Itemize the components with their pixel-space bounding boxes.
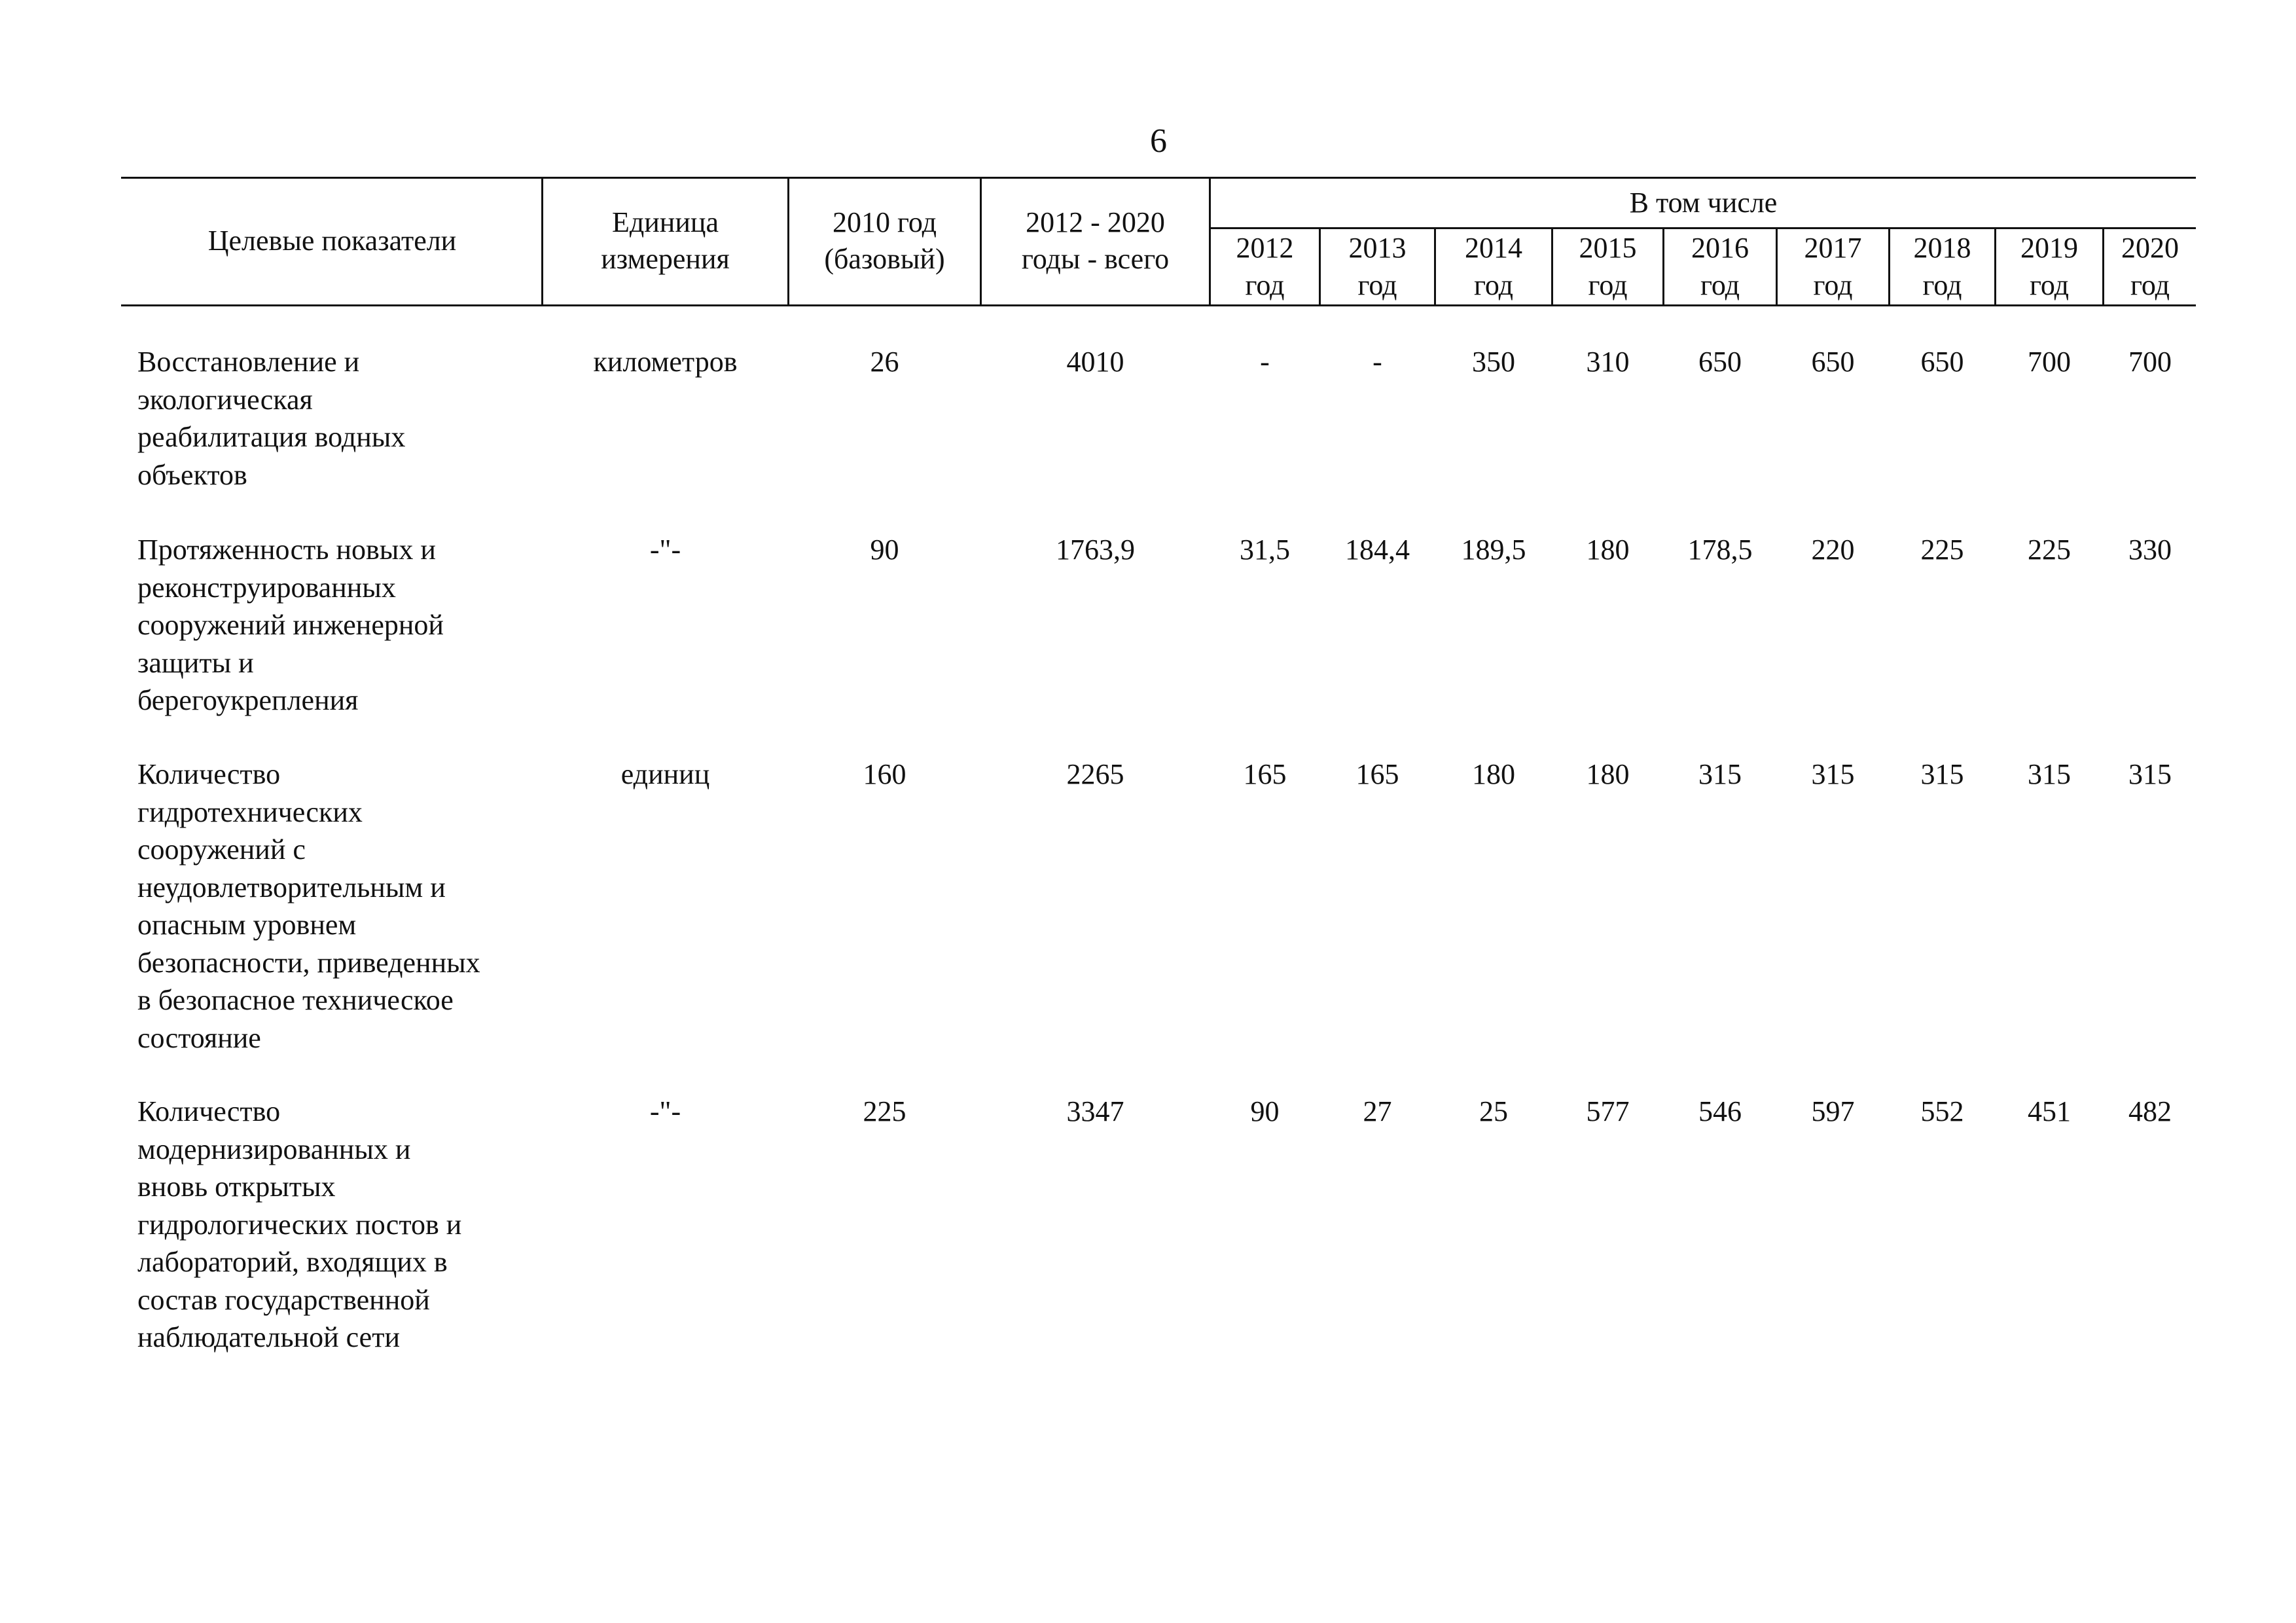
year-label: 2014 <box>1465 232 1522 264</box>
row-year-value: 178,5 <box>1687 534 1753 566</box>
year-suffix: год <box>1813 269 1853 301</box>
row-name-line: вновь открытых <box>137 1171 336 1203</box>
row-unit: -"- <box>649 1095 681 1127</box>
row-name-line: состав государственной <box>137 1283 430 1316</box>
row-year-value: 225 <box>2028 534 2071 566</box>
year-suffix: год <box>1588 269 1628 301</box>
header-base-year <box>789 204 980 278</box>
year-label: 2018 <box>1913 232 1971 264</box>
row-name-line: экологическая <box>137 383 313 416</box>
year-header-cell <box>1436 229 1551 304</box>
header-bottom-rule <box>121 304 2196 306</box>
row-year-value: 184,4 <box>1345 534 1410 566</box>
row-year-value: 650 <box>1920 346 1964 378</box>
row-year-value: 546 <box>1698 1095 1742 1127</box>
year-header-cell <box>1321 229 1434 304</box>
row-name-line: реабилитация водных <box>137 421 406 453</box>
row-indicator-name <box>137 531 543 720</box>
year-label: 2012 <box>1236 232 1294 264</box>
year-label: 2020 <box>2121 232 2179 264</box>
row-year-value: 27 <box>1363 1095 1392 1127</box>
year-suffix: год <box>1700 269 1740 301</box>
row-year-value: 650 <box>1698 346 1742 378</box>
row-name-line: лабораторий, входящих в <box>137 1246 448 1278</box>
row-indicator-name <box>137 756 543 1057</box>
year-header-cell <box>1778 229 1888 304</box>
row-unit: -"- <box>649 534 681 566</box>
row-year-value: 165 <box>1355 758 1399 790</box>
year-header-cell <box>1211 229 1319 304</box>
row-total-value: 2265 <box>1066 758 1124 790</box>
row-name-line: сооружений инженерной <box>137 609 444 641</box>
row-year-value: 31,5 <box>1240 534 1290 566</box>
year-header-cell <box>1553 229 1662 304</box>
row-year-value: 180 <box>1586 758 1630 790</box>
row-name-line: Восстановление и <box>137 346 360 378</box>
year-label: 2017 <box>1804 232 1862 264</box>
row-unit: километров <box>593 346 738 378</box>
year-label: 2016 <box>1691 232 1749 264</box>
row-name-line: Количество <box>137 758 281 790</box>
row-base-value: 225 <box>863 1095 906 1127</box>
row-year-value: 180 <box>1472 758 1515 790</box>
header-unit <box>543 204 787 278</box>
row-year-value: 315 <box>2028 758 2071 790</box>
header-total-line: 2012 - 2020 <box>1026 206 1165 238</box>
header-unit-line: измерения <box>601 243 730 275</box>
row-year-value: 650 <box>1811 346 1855 378</box>
header-base-line: 2010 год <box>832 206 937 238</box>
row-total-value: 3347 <box>1066 1095 1124 1127</box>
year-suffix: год <box>2029 269 2070 301</box>
row-unit: единиц <box>620 758 710 790</box>
row-name-line: гидрологических постов и <box>137 1208 462 1241</box>
row-year-value: 330 <box>2128 534 2172 566</box>
row-year-value: 25 <box>1479 1095 1508 1127</box>
row-name-line: защиты и <box>137 646 254 679</box>
row-year-value: 552 <box>1920 1095 1964 1127</box>
year-header-cell <box>1890 229 1994 304</box>
row-base-value: 90 <box>870 534 899 566</box>
year-suffix: год <box>1922 269 1962 301</box>
row-total-value: 4010 <box>1066 346 1124 378</box>
year-header-cell <box>2104 229 2196 304</box>
header-base-line: (базовый) <box>824 243 945 275</box>
row-year-value: 315 <box>1698 758 1742 790</box>
row-year-value: 482 <box>2128 1095 2172 1127</box>
row-name-line: неудовлетворительным и <box>137 871 446 903</box>
row-year-value: 90 <box>1250 1095 1280 1127</box>
row-name-line: сооружений с <box>137 833 306 866</box>
year-label: 2013 <box>1348 232 1407 264</box>
row-name-line: гидротехнических <box>137 795 363 828</box>
row-year-value: - <box>1260 346 1270 378</box>
row-year-value: 225 <box>1920 534 1964 566</box>
year-suffix: год <box>2130 269 2170 301</box>
row-indicator-name <box>137 343 543 494</box>
row-year-value: 315 <box>2128 758 2172 790</box>
header-indicator: Целевые показатели <box>207 225 457 257</box>
row-year-value: 310 <box>1586 346 1630 378</box>
row-year-value: 350 <box>1472 346 1515 378</box>
row-base-value: 160 <box>863 758 906 790</box>
year-label: 2019 <box>2020 232 2078 264</box>
row-name-line: модернизированных и <box>137 1133 411 1165</box>
row-name-line: состояние <box>137 1021 261 1054</box>
row-name-line: опасным уровнем <box>137 909 357 941</box>
header-top-rule <box>121 177 2196 179</box>
row-year-value: 451 <box>2028 1095 2071 1127</box>
row-name-line: берегоукрепления <box>137 684 359 716</box>
year-suffix: год <box>1245 269 1285 301</box>
row-name-line: наблюдательной сети <box>137 1321 400 1353</box>
row-name-line: объектов <box>137 458 247 491</box>
row-indicator-name <box>137 1093 543 1357</box>
row-total-value: 1763,9 <box>1056 534 1135 566</box>
row-year-value: 315 <box>1811 758 1855 790</box>
row-year-value: 315 <box>1920 758 1964 790</box>
header-unit-line: Единица <box>612 206 719 238</box>
row-year-value: 189,5 <box>1461 534 1526 566</box>
year-header-cell <box>1664 229 1776 304</box>
row-base-value: 26 <box>870 346 899 378</box>
row-year-value: 700 <box>2128 346 2172 378</box>
row-name-line: безопасности, приведенных <box>137 946 480 979</box>
row-year-value: 577 <box>1586 1095 1630 1127</box>
year-suffix: год <box>1357 269 1397 301</box>
row-name-line: в безопасное техническое <box>137 984 454 1016</box>
row-year-value: 597 <box>1811 1095 1855 1127</box>
year-label: 2015 <box>1579 232 1637 264</box>
row-year-value: 165 <box>1243 758 1287 790</box>
row-year-value: 220 <box>1811 534 1855 566</box>
page-number: 6 <box>1150 122 1167 160</box>
year-suffix: год <box>1473 269 1514 301</box>
header-total-line: годы - всего <box>1021 243 1170 275</box>
header-total <box>982 204 1209 278</box>
row-year-value: 180 <box>1586 534 1630 566</box>
year-header-cell <box>1996 229 2102 304</box>
row-name-line: реконструированных <box>137 571 396 604</box>
row-name-line: Протяженность новых и <box>137 534 436 566</box>
header-including: В том числе <box>1629 187 1778 219</box>
row-year-value: - <box>1372 346 1382 378</box>
row-name-line: Количество <box>137 1095 281 1127</box>
row-year-value: 700 <box>2028 346 2071 378</box>
